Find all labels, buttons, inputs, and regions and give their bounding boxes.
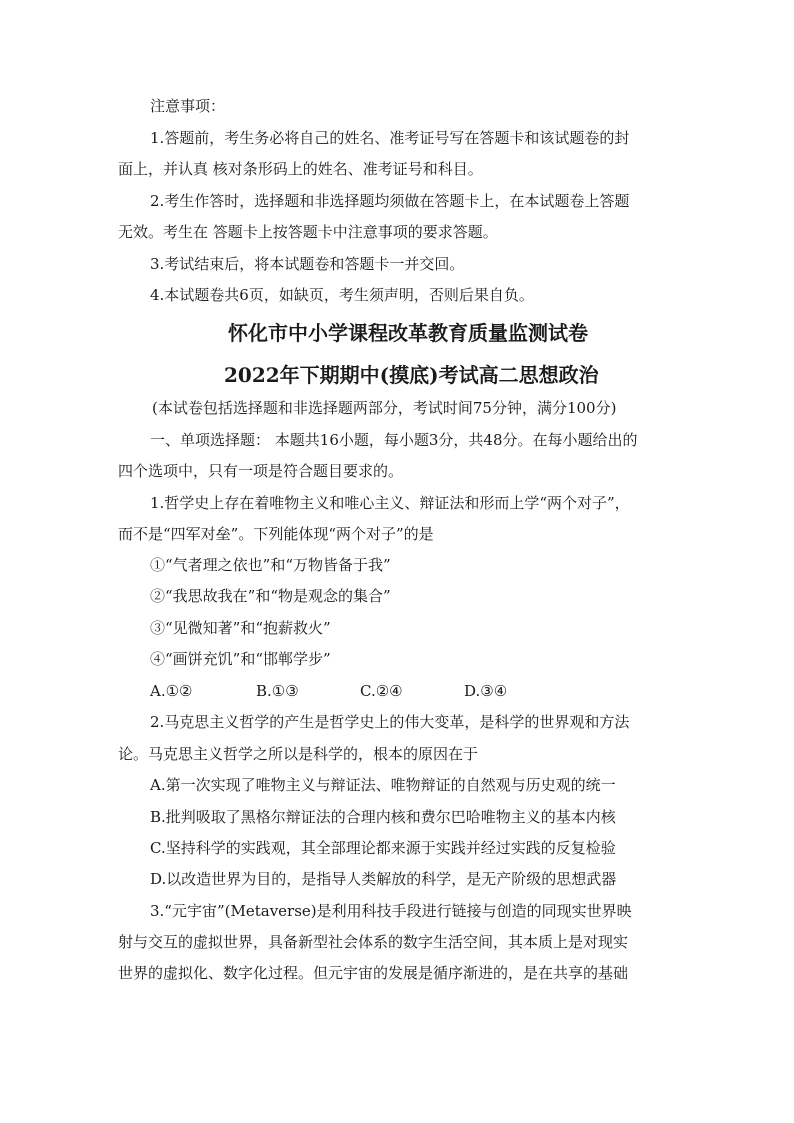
q2-stem-line-1: 2.马克思主义哲学的产生是哲学史上的伟大变革，是科学的世界观和方法 (150, 713, 630, 731)
q3-stem-line-2: 射与交互的虚拟世界，具备新型社会体系的数字生活空间，其本质上是对现实 (118, 933, 629, 951)
notice-heading: 注意事项： (150, 97, 226, 115)
q1-statement-2: ②“我思故我在”和“物是观念的集合” (150, 587, 391, 605)
q2-option-c: C.坚持科学的实践观，其全部理论都来源于实践并经过实践的反复检验 (150, 839, 616, 857)
q3-stem-line-1: 3.“元宇宙”(Metaverse)是利用科技手段进行链接与创造的同现实世界映 (150, 902, 632, 920)
section-1-line-2: 四个选项中，只有一项是符合题目要求的。 (118, 462, 404, 480)
q1-statement-4: ④“画饼充饥”和“邯郸学步” (150, 650, 331, 668)
q1-stem-line-1: 1.哲学史上存在着唯物主义和唯心主义、辩证法和形而上学“两个对子”， (150, 494, 630, 512)
notice-item-4: 4.本试题卷共6页，如缺页，考生须声明，否则后果自负。 (150, 286, 534, 304)
exam-title-line-2: 2022年下期期中(摸底)考试高二思想政治 (224, 363, 599, 387)
q1-option-a: A.①② (150, 682, 193, 700)
notice-item-2-line-1: 2.考生作答时，选择题和非选择题均须做在答题卡上，在本试题卷上答题 (150, 192, 630, 210)
notice-item-2-line-2: 无效。考生在 答题卡上按答题卡中注意事项的要求答题。 (118, 223, 498, 241)
q1-statement-1: ①“气者理之依也”和“万物皆备于我” (150, 556, 391, 574)
q1-option-b: B.①③ (256, 682, 299, 700)
q2-option-b: B.批判吸取了黑格尔辩证法的合理内核和费尔巴哈唯物主义的基本内核 (150, 808, 616, 826)
q1-option-c: C.②④ (360, 682, 403, 700)
q1-statement-3: ③“见微知著”和“抱薪救火” (150, 619, 331, 637)
section-1-line-1: 一、单项选择题： 本题共16小题，每小题3分，共48分。在每小题给出的 (150, 431, 638, 449)
notice-item-1-line-1: 1.答题前，考生务必将自己的姓名、准考证号写在答题卡和该试题卷的封 (150, 129, 630, 147)
q2-option-d: D.以改造世界为目的，是指导人类解放的科学，是无产阶级的思想武器 (150, 870, 617, 888)
q2-option-a: A.第一次实现了唯物主义与辩证法、唯物辩证的自然观与历史观的统一 (150, 776, 616, 794)
q3-stem-line-3: 世界的虚拟化、数字化过程。但元宇宙的发展是循序渐进的，是在共享的基础 (118, 964, 629, 982)
q1-stem-line-2: 而不是“四军对垒”。下列能体现“两个对子”的是 (118, 525, 434, 543)
notice-item-1-line-2: 面上，并认真 核对条形码上的姓名、准考证号和科目。 (118, 160, 483, 178)
notice-item-3: 3.考试结束后，将本试题卷和答题卡一并交回。 (150, 255, 465, 273)
exam-title-line-1: 怀化市中小学课程改革教育质量监测试卷 (228, 321, 588, 345)
exam-note: (本试卷包括选择题和非选择题两部分，考试时间75分钟，满分100分) (152, 399, 617, 417)
q2-stem-line-2: 论。马克思主义哲学之所以是科学的，根本的原因在于 (118, 745, 479, 763)
q1-option-d: D.③④ (464, 682, 508, 700)
